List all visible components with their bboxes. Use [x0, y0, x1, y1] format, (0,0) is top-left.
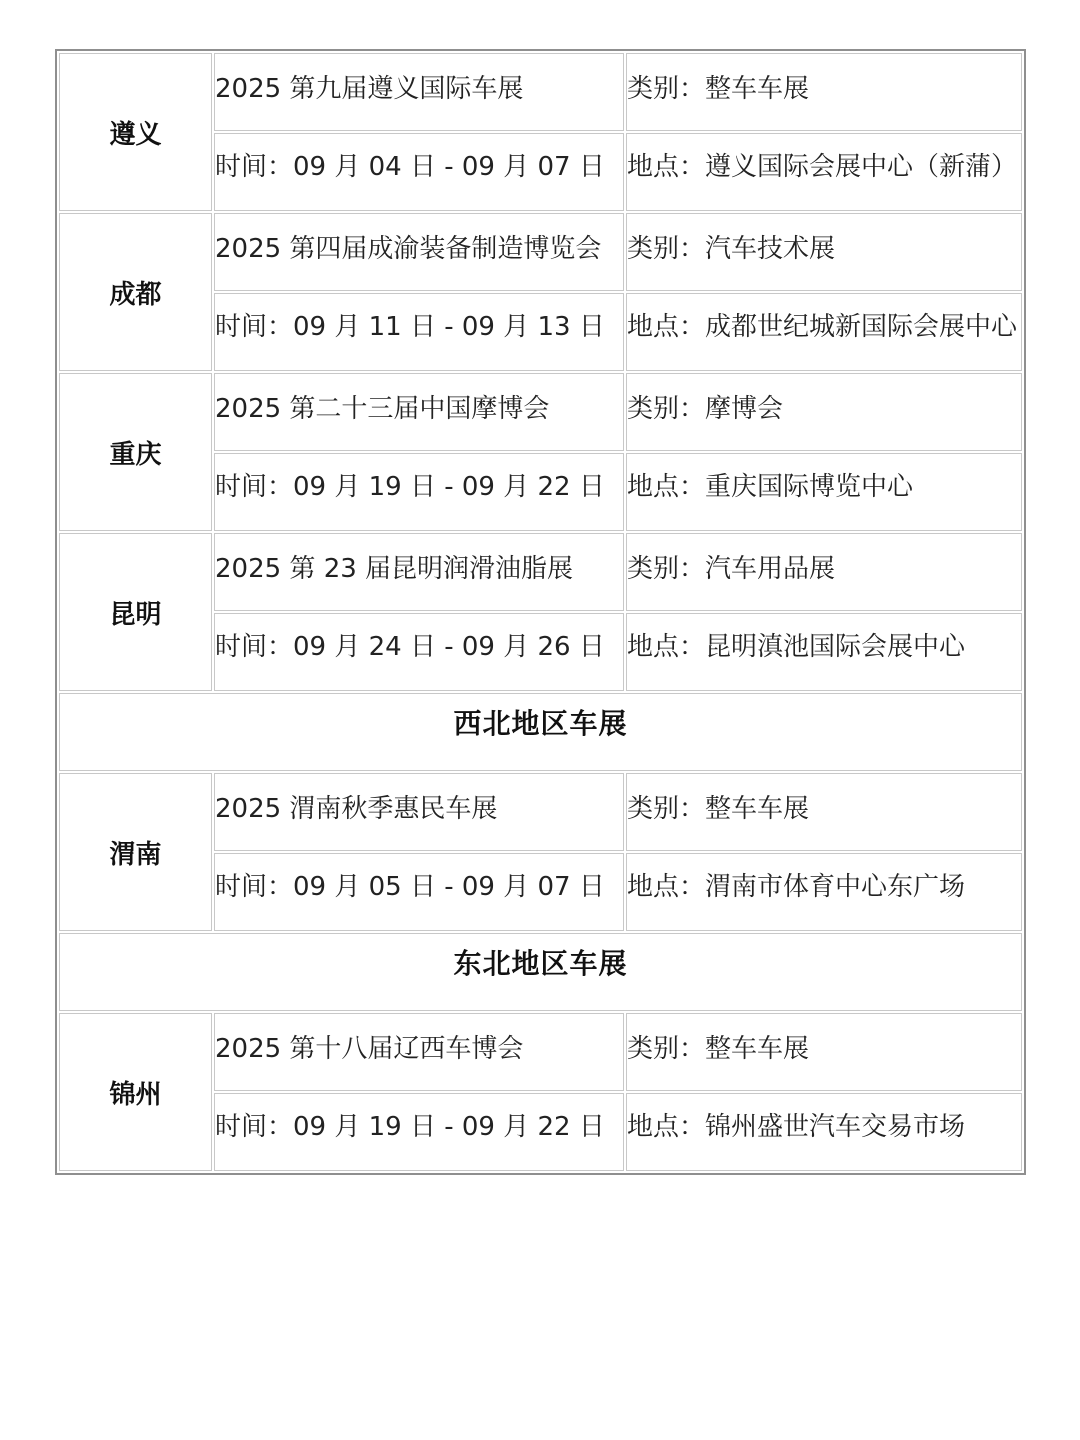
event-category-cell — [626, 533, 1022, 611]
event-name: 2025 第 23 届昆明润滑油脂展 — [215, 553, 574, 584]
event-location: 地点：重庆国际博览中心 — [627, 471, 914, 502]
event-time-cell — [214, 613, 624, 691]
event-row-top — [59, 773, 1022, 851]
event-location-cell — [626, 293, 1022, 371]
event-row-top — [59, 213, 1022, 291]
event-time: 时间：09 月 04 日 - 09 月 07 日 — [215, 151, 605, 182]
event-time: 时间：09 月 19 日 - 09 月 22 日 — [215, 471, 605, 502]
region-title-cell — [59, 693, 1022, 771]
event-name-cell — [214, 773, 624, 851]
event-row-top — [59, 533, 1022, 611]
event-category: 类别：汽车用品展 — [627, 553, 836, 584]
event-row-top — [59, 53, 1022, 131]
event-city: 渭南 — [59, 773, 212, 931]
event-name-cell — [214, 1013, 624, 1091]
event-category-cell — [626, 53, 1022, 131]
event-time: 时间：09 月 19 日 - 09 月 22 日 — [215, 1111, 605, 1142]
event-name-cell — [214, 53, 624, 131]
event-name: 2025 渭南秋季惠民车展 — [215, 793, 498, 824]
event-city: 锦州 — [59, 1013, 212, 1171]
event-category-cell — [626, 1013, 1022, 1091]
event-category-cell — [626, 213, 1022, 291]
event-city: 重庆 — [59, 373, 212, 531]
event-time: 时间：09 月 05 日 - 09 月 07 日 — [215, 871, 605, 902]
event-category-cell — [626, 773, 1022, 851]
event-time-cell — [214, 133, 624, 211]
event-city: 昆明 — [59, 533, 212, 691]
event-category-cell — [626, 373, 1022, 451]
event-location-cell — [626, 133, 1022, 211]
region-title-cell — [59, 933, 1022, 1011]
event-location: 地点：锦州盛世汽车交易市场 — [627, 1111, 966, 1142]
event-name: 2025 第四届成渝装备制造博览会 — [215, 233, 602, 264]
event-location-cell — [626, 1093, 1022, 1171]
region-title: 东北地区车展 — [453, 947, 628, 980]
event-name: 2025 第十八届辽西车博会 — [215, 1033, 524, 1064]
event-time-cell — [214, 453, 624, 531]
event-name-cell — [214, 373, 624, 451]
event-location-cell — [626, 613, 1022, 691]
event-location-cell — [626, 453, 1022, 531]
event-city: 成都 — [59, 213, 212, 371]
event-name-cell — [214, 533, 624, 611]
car-show-schedule-table — [55, 49, 1026, 1175]
event-name: 2025 第二十三届中国摩博会 — [215, 393, 550, 424]
event-location: 地点：渭南市体育中心东广场 — [627, 871, 966, 902]
event-time: 时间：09 月 24 日 - 09 月 26 日 — [215, 631, 605, 662]
region-title: 西北地区车展 — [453, 707, 628, 740]
event-category: 类别：整车车展 — [627, 1033, 810, 1064]
event-city: 遵义 — [59, 53, 212, 211]
event-name: 2025 第九届遵义国际车展 — [215, 73, 524, 104]
region-header-row — [59, 693, 1022, 771]
event-category: 类别：整车车展 — [627, 793, 810, 824]
region-header-row — [59, 933, 1022, 1011]
event-time-cell — [214, 293, 624, 371]
event-category: 类别：整车车展 — [627, 73, 810, 104]
event-location-cell — [626, 853, 1022, 931]
event-row-top — [59, 1013, 1022, 1091]
event-location: 地点：遵义国际会展中心（新蒲） — [627, 151, 1018, 182]
event-time-cell — [214, 853, 624, 931]
event-location: 地点：昆明滇池国际会展中心 — [627, 631, 966, 662]
event-location: 地点：成都世纪城新国际会展中心 — [627, 311, 1018, 342]
event-category: 类别：摩博会 — [627, 393, 784, 424]
event-time: 时间：09 月 11 日 - 09 月 13 日 — [215, 311, 605, 342]
event-category: 类别：汽车技术展 — [627, 233, 836, 264]
event-time-cell — [214, 1093, 624, 1171]
event-name-cell — [214, 213, 624, 291]
event-row-top — [59, 373, 1022, 451]
